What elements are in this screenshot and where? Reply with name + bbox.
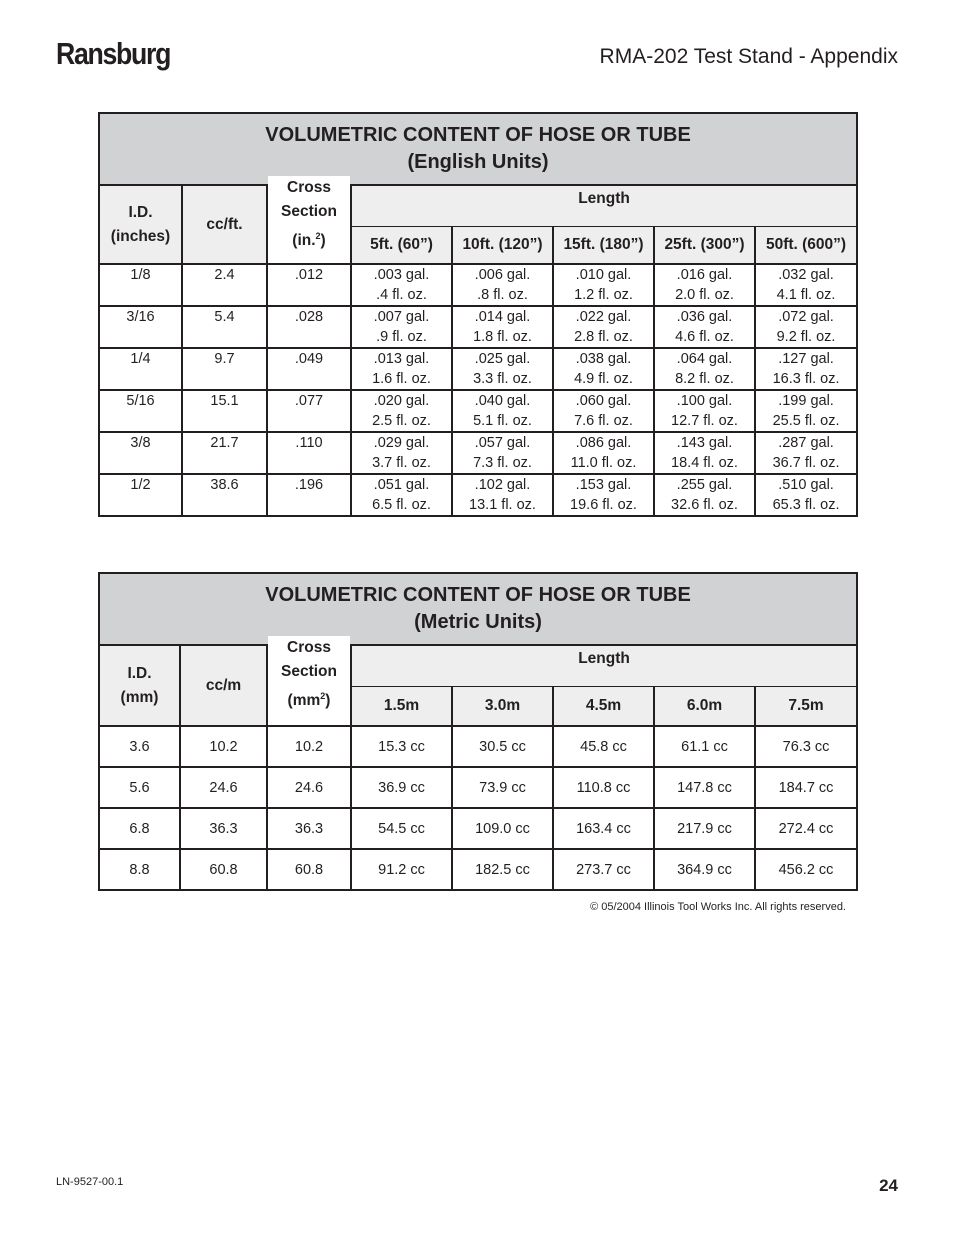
- id-header-unit: (mm): [120, 688, 159, 706]
- volume-cell: [654, 264, 755, 306]
- fluid-ounces-value: 2.0 fl. oz.: [675, 287, 734, 304]
- id-header: [99, 645, 180, 726]
- document-number: LN-9527-00.1: [56, 1176, 124, 1188]
- volume-cell: 110.8 cc: [553, 767, 654, 808]
- gallons-value: .016 gal.: [676, 267, 733, 284]
- length-col-1-5m: 1.5m: [351, 687, 452, 727]
- cross-unit: (in.$^2$): [292, 231, 326, 250]
- fluid-ounces-value: .4 fl. oz.: [376, 287, 427, 304]
- volume-cell: 182.5 cc: [452, 849, 553, 890]
- table-row: [99, 849, 857, 890]
- cross-section-cell: 36.3: [267, 808, 351, 849]
- gallons-value: .013 gal.: [373, 351, 430, 368]
- volume-cell: 273.7 cc: [553, 849, 654, 890]
- cross-label: Cross: [287, 639, 331, 656]
- gallons-value: .036 gal.: [676, 309, 733, 326]
- gallons-value: .010 gal.: [575, 267, 632, 284]
- gallons-value: .064 gal.: [676, 351, 733, 368]
- cross-section-cell: 10.2: [267, 726, 351, 767]
- volume-cell: [755, 306, 857, 348]
- id-cell: 1/2: [99, 474, 182, 516]
- volume-cell: [654, 390, 755, 432]
- section-label: Section: [281, 663, 337, 680]
- gallons-value: .102 gal.: [474, 477, 531, 494]
- page-number: 24: [879, 1176, 898, 1195]
- id-cell: 5.6: [99, 767, 180, 808]
- english-table-title: [99, 113, 857, 185]
- volume-cell: [452, 348, 553, 390]
- gallons-value: .057 gal.: [474, 435, 531, 452]
- volume-cell: [755, 390, 857, 432]
- volume-cell: [553, 264, 654, 306]
- table-row: [99, 767, 857, 808]
- volume-cell: 76.3 cc: [755, 726, 857, 767]
- volume-cell: [654, 432, 755, 474]
- table-row: [99, 348, 857, 390]
- id-header-unit: (inches): [110, 227, 171, 245]
- volume-cell: 184.7 cc: [755, 767, 857, 808]
- table-row: [99, 390, 857, 432]
- volume-cell: 147.8 cc: [654, 767, 755, 808]
- cross-label: Cross: [287, 179, 331, 196]
- gallons-value: .199 gal.: [778, 393, 834, 410]
- gallons-value: .143 gal.: [676, 435, 733, 452]
- fluid-ounces-value: 18.4 fl. oz.: [671, 455, 738, 472]
- fluid-ounces-value: 19.6 fl. oz.: [570, 497, 637, 514]
- gallons-value: .100 gal.: [676, 393, 733, 410]
- id-cell: 3.6: [99, 726, 180, 767]
- cc-cell: 60.8: [180, 849, 267, 890]
- cc-cell: 21.7: [182, 432, 267, 474]
- volume-cell: 45.8 cc: [553, 726, 654, 767]
- volume-cell: 364.9 cc: [654, 849, 755, 890]
- id-header-label: I.D.: [127, 664, 152, 682]
- length-col-15ft: 15ft. (180”): [553, 227, 654, 265]
- fluid-ounces-value: 16.3 fl. oz.: [772, 371, 840, 388]
- fluid-ounces-value: 5.1 fl. oz.: [473, 413, 532, 430]
- id-cell: 8.8: [99, 849, 180, 890]
- cc-cell: 36.3: [180, 808, 267, 849]
- cc-cell: 9.7: [182, 348, 267, 390]
- id-cell: 3/8: [99, 432, 182, 474]
- cross-section-cell: .077: [267, 390, 351, 432]
- fluid-ounces-value: 25.5 fl. oz.: [772, 413, 840, 430]
- id-cell: 1/8: [99, 264, 182, 306]
- volume-cell: [351, 432, 452, 474]
- fluid-ounces-value: 36.7 fl. oz.: [772, 455, 840, 472]
- gallons-value: .040 gal.: [474, 393, 531, 410]
- id-header: [99, 185, 182, 264]
- fluid-ounces-value: 2.5 fl. oz.: [372, 413, 431, 430]
- cross-section-cell: .012: [267, 264, 351, 306]
- id-cell: 5/16: [99, 390, 182, 432]
- volume-cell: 61.1 cc: [654, 726, 755, 767]
- volume-cell: 109.0 cc: [452, 808, 553, 849]
- document-title: RMA-202 Test Stand - Appendix: [599, 45, 898, 68]
- fluid-ounces-value: 13.1 fl. oz.: [469, 497, 536, 514]
- length-col-4-5m: 4.5m: [553, 687, 654, 727]
- fluid-ounces-value: 2.8 fl. oz.: [574, 329, 633, 346]
- volume-cell: [351, 348, 452, 390]
- volume-cell: [452, 474, 553, 516]
- volume-cell: [553, 306, 654, 348]
- cross-unit: $(mm^2)$: [287, 691, 331, 710]
- section-label: Section: [281, 203, 337, 220]
- volume-cell: [553, 474, 654, 516]
- gallons-value: .014 gal.: [474, 309, 531, 326]
- fluid-ounces-value: 4.1 fl. oz.: [776, 287, 836, 304]
- gallons-value: .127 gal.: [778, 351, 834, 368]
- volume-cell: 15.3 cc: [351, 726, 452, 767]
- volume-cell: 163.4 cc: [553, 808, 654, 849]
- cc-header: cc/m: [180, 645, 267, 726]
- metric-table-title: [99, 573, 857, 645]
- volume-cell: [452, 390, 553, 432]
- length-col-7-5m: 7.5m: [755, 687, 857, 727]
- fluid-ounces-value: 32.6 fl. oz.: [671, 497, 738, 514]
- metric-title-line1: VOLUMETRIC CONTENT OF HOSE OR TUBE: [265, 584, 691, 606]
- fluid-ounces-value: 1.6 fl. oz.: [372, 371, 431, 388]
- fluid-ounces-value: 6.5 fl. oz.: [372, 497, 431, 514]
- fluid-ounces-value: 1.2 fl. oz.: [574, 287, 633, 304]
- table-row: [99, 474, 857, 516]
- gallons-value: .086 gal.: [575, 435, 632, 452]
- fluid-ounces-value: 4.9 fl. oz.: [574, 371, 633, 388]
- cross-section-cell: .028: [267, 306, 351, 348]
- english-units-table: [98, 112, 858, 517]
- table-row: [99, 264, 857, 306]
- id-cell: 1/4: [99, 348, 182, 390]
- gallons-value: .287 gal.: [778, 435, 834, 452]
- gallons-value: .022 gal.: [575, 309, 632, 326]
- fluid-ounces-value: 9.2 fl. oz.: [776, 329, 836, 346]
- gallons-value: .006 gal.: [474, 267, 531, 284]
- length-col-3-0m: 3.0m: [452, 687, 553, 727]
- gallons-value: .060 gal.: [575, 393, 632, 410]
- volume-cell: [452, 306, 553, 348]
- volume-cell: [452, 264, 553, 306]
- volume-cell: [351, 264, 452, 306]
- copyright-notice: © 05/2004 Illinois Tool Works Inc. All rights reserved.: [590, 901, 846, 913]
- volume-cell: [553, 348, 654, 390]
- gallons-value: .032 gal.: [778, 267, 834, 284]
- gallons-value: .072 gal.: [778, 309, 834, 326]
- metric-units-table: [98, 572, 858, 891]
- volume-cell: 456.2 cc: [755, 849, 857, 890]
- volume-cell: [755, 348, 857, 390]
- volume-cell: [553, 432, 654, 474]
- fluid-ounces-value: 11.0 fl. oz.: [570, 455, 637, 472]
- metric-title-line2: (Metric Units): [414, 611, 542, 633]
- volume-cell: 217.9 cc: [654, 808, 755, 849]
- volume-cell: [351, 474, 452, 516]
- volume-cell: [654, 474, 755, 516]
- volume-cell: [351, 390, 452, 432]
- cross-section-header: [267, 175, 351, 254]
- id-cell: 3/16: [99, 306, 182, 348]
- fluid-ounces-value: 7.6 fl. oz.: [574, 413, 633, 430]
- fluid-ounces-value: .9 fl. oz.: [376, 329, 427, 346]
- table-row: [99, 726, 857, 767]
- length-col-5ft: 5ft. (60”): [351, 227, 452, 265]
- volume-cell: 73.9 cc: [452, 767, 553, 808]
- cross-section-cell: 24.6: [267, 767, 351, 808]
- cc-cell: 24.6: [180, 767, 267, 808]
- cc-cell: 5.4: [182, 306, 267, 348]
- fluid-ounces-value: 8.2 fl. oz.: [675, 371, 734, 388]
- gallons-value: .038 gal.: [575, 351, 632, 368]
- cross-section-cell: .049: [267, 348, 351, 390]
- gallons-value: .003 gal.: [373, 267, 430, 284]
- id-header-label: I.D.: [128, 203, 153, 221]
- volume-cell: 91.2 cc: [351, 849, 452, 890]
- fluid-ounces-value: 65.3 fl. oz.: [772, 497, 840, 514]
- cross-section-cell: 60.8: [267, 849, 351, 890]
- fluid-ounces-value: 3.7 fl. oz.: [372, 455, 431, 472]
- cross-section-header: [267, 635, 351, 716]
- volume-cell: 54.5 cc: [351, 808, 452, 849]
- gallons-value: .029 gal.: [373, 435, 430, 452]
- fluid-ounces-value: 7.3 fl. oz.: [473, 455, 532, 472]
- gallons-value: .020 gal.: [373, 393, 430, 410]
- table-row: [99, 808, 857, 849]
- cc-cell: 15.1: [182, 390, 267, 432]
- length-col-6-0m: 6.0m: [654, 687, 755, 727]
- english-title-line1: VOLUMETRIC CONTENT OF HOSE OR TUBE: [265, 124, 691, 146]
- brand-logo: Ransburg: [56, 36, 171, 71]
- volume-cell: 30.5 cc: [452, 726, 553, 767]
- gallons-value: .007 gal.: [373, 309, 430, 326]
- id-cell: 6.8: [99, 808, 180, 849]
- gallons-value: .255 gal.: [676, 477, 733, 494]
- fluid-ounces-value: .8 fl. oz.: [477, 287, 528, 304]
- gallons-value: .510 gal.: [778, 477, 834, 494]
- gallons-value: .153 gal.: [575, 477, 632, 494]
- gallons-value: .025 gal.: [474, 351, 531, 368]
- cc-header: cc/ft.: [182, 185, 267, 264]
- volume-cell: [351, 306, 452, 348]
- gallons-value: .051 gal.: [373, 477, 430, 494]
- fluid-ounces-value: 3.3 fl. oz.: [473, 371, 532, 388]
- cross-section-cell: .196: [267, 474, 351, 516]
- length-col-50ft: 50ft. (600”): [755, 227, 857, 265]
- volume-cell: [755, 264, 857, 306]
- fluid-ounces-value: 4.6 fl. oz.: [675, 329, 734, 346]
- cc-cell: 10.2: [180, 726, 267, 767]
- fluid-ounces-value: 12.7 fl. oz.: [671, 413, 738, 430]
- volume-cell: [755, 432, 857, 474]
- table-row: [99, 306, 857, 348]
- cc-cell: 2.4: [182, 264, 267, 306]
- cross-section-cell: .110: [267, 432, 351, 474]
- length-col-10ft: 10ft. (120”): [452, 227, 553, 265]
- length-header: Length: [351, 185, 857, 227]
- table-row: [99, 432, 857, 474]
- fluid-ounces-value: 1.8 fl. oz.: [473, 329, 532, 346]
- volume-cell: [755, 474, 857, 516]
- volume-cell: 36.9 cc: [351, 767, 452, 808]
- volume-cell: [452, 432, 553, 474]
- cc-cell: 38.6: [182, 474, 267, 516]
- length-col-25ft: 25ft. (300”): [654, 227, 755, 265]
- volume-cell: [553, 390, 654, 432]
- length-header: Length: [351, 645, 857, 687]
- volume-cell: [654, 348, 755, 390]
- volume-cell: [654, 306, 755, 348]
- english-title-line2: (English Units): [407, 151, 549, 173]
- volume-cell: 272.4 cc: [755, 808, 857, 849]
